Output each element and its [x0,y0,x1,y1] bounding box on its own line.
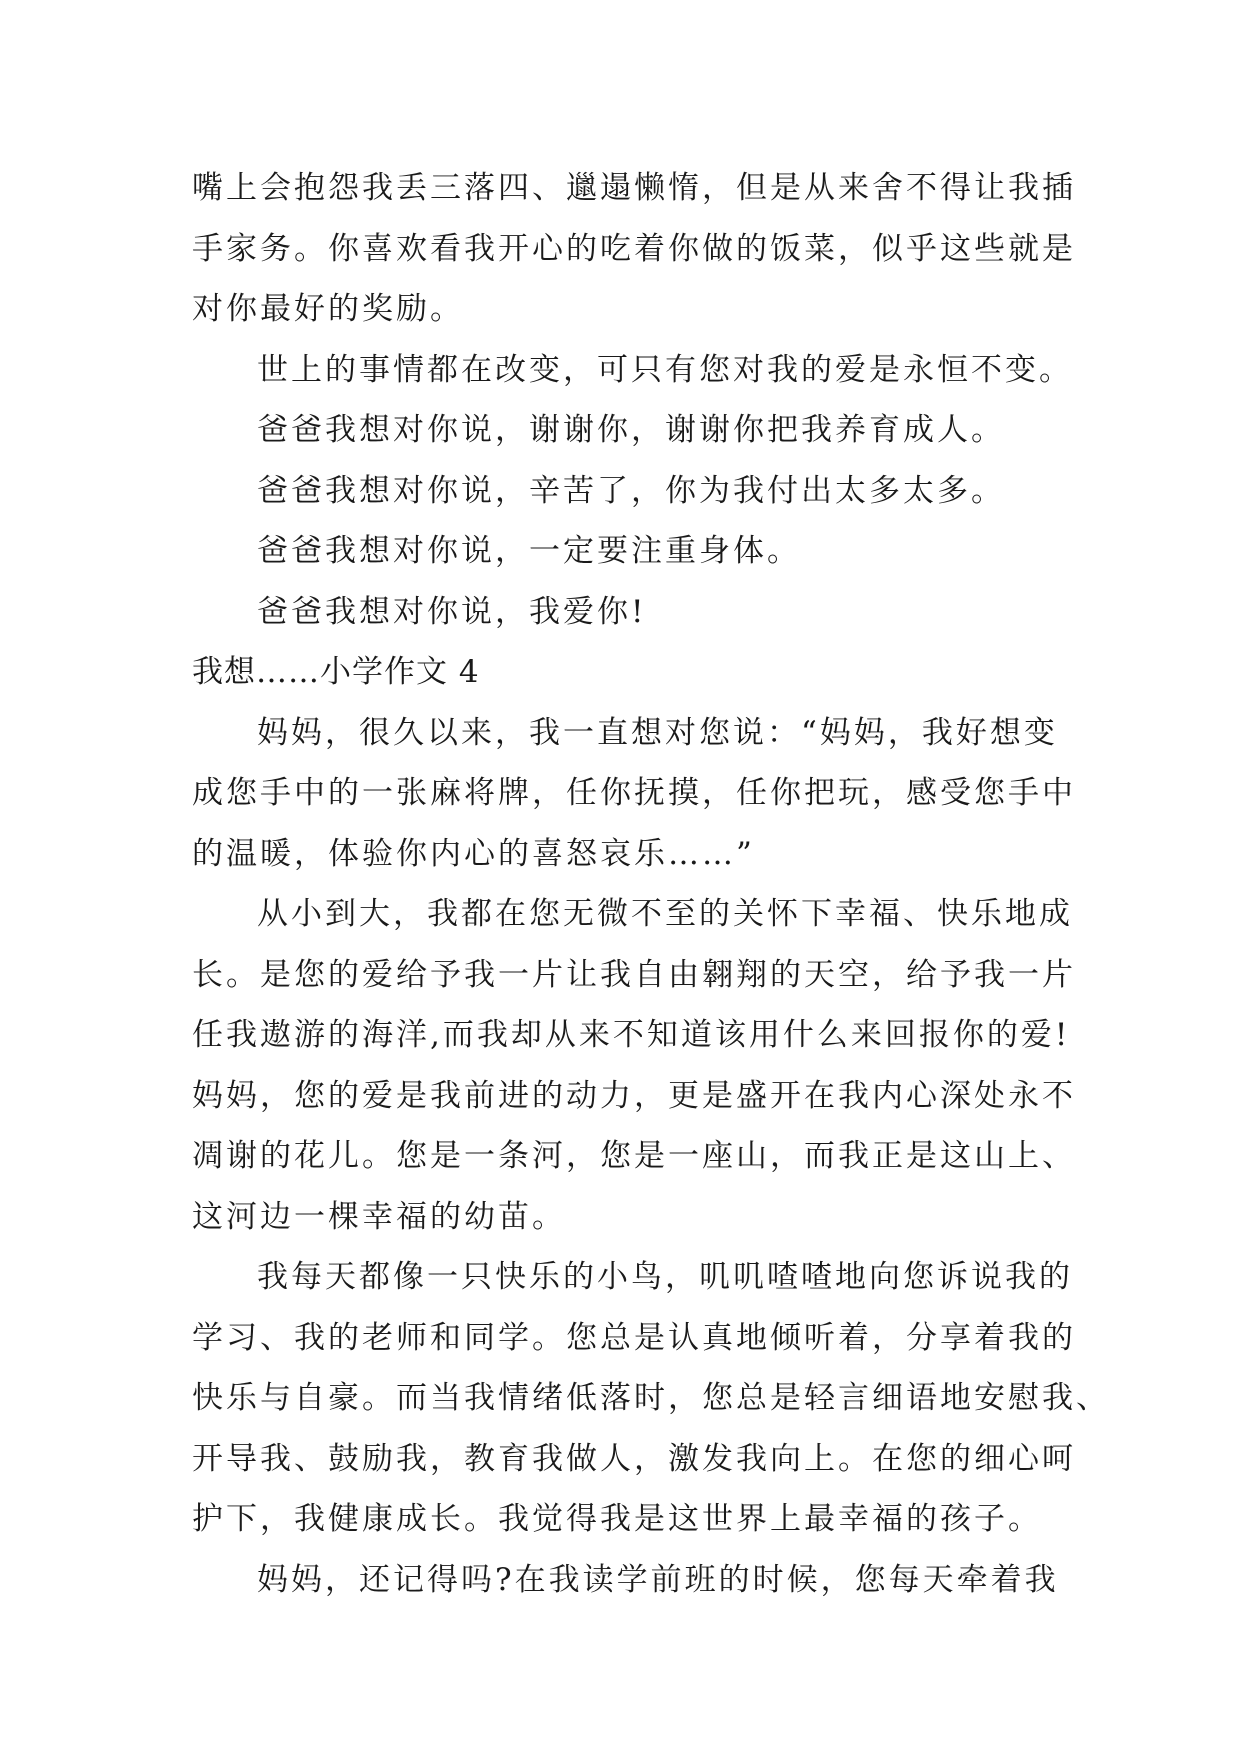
text-line: 嘴上会抱怨我丢三落四、邋遢懒惰，但是从来舍不得让我插 [192,170,1076,206]
text-line: 手家务。你喜欢看我开心的吃着你做的饭菜，似乎这些就是 [192,230,1076,267]
text-line: 护下，我健康成长。我觉得我是这世界上最幸福的孩子。 [192,1501,1042,1537]
text-line: 长。是您的爱给予我一片让我自由翱翔的天空，给予我一片 [192,956,1076,993]
text-line: 学习、我的老师和同学。您总是认真地倾听着，分享着我的 [192,1319,1076,1356]
text-line: 任我遨游的海洋,而我却从来不知道该用什么来回报你的爱! [192,1017,1071,1053]
text-line: 对你最好的奖励。 [192,291,464,327]
section-heading: 我想……小学作文 4 [192,654,480,690]
paragraph-start-line: 爸爸我想对你说，谢谢你，谢谢你把我养育成人。 [257,412,1005,448]
text-line: 开导我、鼓励我，教育我做人，激发我向上。在您的细心呵 [192,1440,1076,1477]
paragraph-start-line: 我每天都像一只快乐的小鸟，叽叽喳喳地向您诉说我的 [257,1259,1073,1295]
paragraph-start-line: 妈妈，还记得吗?在我读学前班的时候，您每天牵着我 [257,1561,1059,1598]
text-line: 的温暖，体验你内心的喜怒哀乐……” [192,835,755,872]
text-line: 快乐与自豪。而当我情绪低落时，您总是轻言细语地安慰我、 [192,1380,1110,1416]
document-body [192,158,1110,1610]
paragraph-start-line: 世上的事情都在改变，可只有您对我的爱是永恒不变。 [257,351,1073,388]
paragraph-start-line: 爸爸我想对你说，辛苦了，你为我付出太多太多。 [257,472,1005,509]
text-line: 这河边一棵幸福的幼苗。 [192,1198,566,1235]
text-line: 妈妈，您的爱是我前进的动力，更是盛开在我内心深处永不 [192,1077,1076,1114]
paragraph-start-line: 爸爸我想对你说，我爱你! [257,593,647,630]
text-line: 成您手中的一张麻将牌，任你抚摸，任你把玩，感受您手中 [192,775,1076,811]
text-line: 凋谢的花儿。您是一条河，您是一座山，而我正是这山上、 [192,1138,1076,1174]
paragraph-start-line: 爸爸我想对你说，一定要注重身体。 [257,533,801,569]
paragraph-start-line: 从小到大，我都在您无微不至的关怀下幸福、快乐地成 [257,896,1073,932]
paragraph-start-line: 妈妈，很久以来，我一直想对您说：“妈妈，我好想变 [257,714,1058,751]
